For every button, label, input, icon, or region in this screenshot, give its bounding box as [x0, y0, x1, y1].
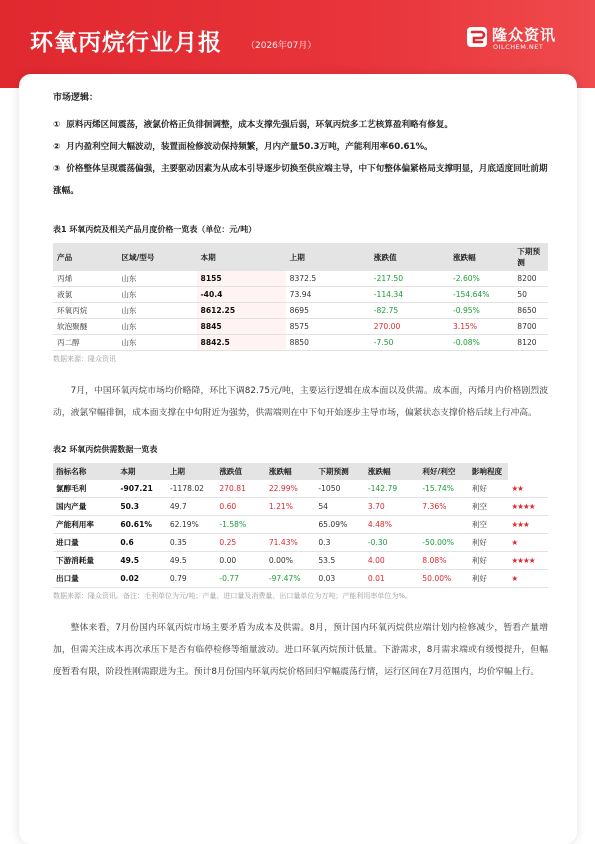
table-cell: 出口量 — [53, 570, 117, 588]
table-cell: 8695 — [286, 303, 370, 319]
table-cell: 60.61% — [117, 516, 167, 534]
supply-demand-table-header-cell: 涨跌幅 — [266, 463, 316, 480]
table-cell: 氯醇毛利 — [53, 480, 117, 498]
table-cell: 0.03 — [315, 570, 365, 588]
table-cell: -15.74% — [419, 480, 469, 498]
table-cell: 利空 — [469, 498, 509, 516]
supply-demand-table-header — [53, 463, 548, 480]
impact-stars: ★★★★ — [508, 498, 548, 516]
table-cell: 8700 — [513, 319, 548, 335]
table-cell: 7.36% — [419, 498, 469, 516]
price-table-header-cell: 涨跌值 — [370, 243, 449, 271]
table-cell: 8575 — [286, 319, 370, 335]
impact-stars: ★★★ — [508, 516, 548, 534]
table-cell: 62.19% — [167, 516, 217, 534]
table-cell: -0.77 — [216, 570, 266, 588]
table-row — [53, 335, 548, 351]
table-row — [53, 303, 548, 319]
logic-item-number: ① — [53, 120, 61, 130]
table-cell: 53.5 — [315, 552, 365, 570]
price-table-header-cell: 本期 — [197, 243, 286, 271]
table-cell — [419, 516, 469, 534]
table-cell: 1.21% — [266, 498, 316, 516]
table-cell: -40.4 — [197, 287, 286, 303]
table-row — [53, 480, 548, 498]
logic-item-text: 价格整体呈现震荡偏强，主要驱动因素为从成本引导逐步切换至供应端主导，中下旬整体偏紧格局支撑明显，月底适度回吐前期涨幅。 — [53, 164, 548, 196]
table-cell: -7.50 — [370, 335, 449, 351]
logo-english-name: OILCHEM.NET — [493, 43, 544, 51]
report-content — [53, 90, 548, 683]
price-table — [53, 243, 548, 351]
table-cell: 山东 — [117, 319, 196, 335]
logic-item-text: 月内盈利空间大幅波动，装置面检修波动保持频繁，月内产量50.3万吨，产能利用率60.61%。 — [66, 142, 433, 152]
impact-stars: ★★★★ — [508, 552, 548, 570]
table-cell: 270.81 — [216, 480, 266, 498]
table-cell: 利好 — [469, 570, 509, 588]
analysis-paragraph-1: 7月，中国环氧丙烷市场均价略降，环比下调82.75元/吨，主要运行逻辑在成本面以及供需。成本面，丙烯月内价格剧烈波动，液氯窄幅徘徊，成本面支撑在中旬附近为强势，供需端则在中下旬开始逐步主导市场，偏紧状态支撑价格后续上行冲高。 — [53, 386, 548, 418]
table-cell: -82.75 — [370, 303, 449, 319]
table-cell: 山东 — [117, 303, 196, 319]
supply-demand-table-header-cell: 涨跌值 — [216, 463, 266, 480]
supply-demand-table-header-cell: 下期预测 — [315, 463, 365, 480]
table1-source: 数据来源：隆众资讯 — [53, 355, 116, 363]
table-cell: 0.3 — [315, 534, 365, 552]
table-cell: 0.00% — [266, 552, 316, 570]
market-logic-list — [53, 114, 548, 202]
table-row — [53, 516, 548, 534]
table-cell: 产能利用率 — [53, 516, 117, 534]
market-logic-item — [53, 158, 548, 202]
table-cell: -907.21 — [117, 480, 167, 498]
supply-demand-table-header-cell: 影响程度 — [469, 463, 509, 480]
logic-item-number: ② — [53, 142, 61, 152]
table-cell: 8200 — [513, 271, 548, 287]
table-cell: -114.34 — [370, 287, 449, 303]
table-row — [53, 552, 548, 570]
table-row — [53, 287, 548, 303]
table-cell: 49.5 — [167, 552, 217, 570]
table-cell: -2.60% — [449, 271, 513, 287]
supply-demand-table-body — [53, 480, 548, 588]
table-row — [53, 319, 548, 335]
table-cell: 0.00 — [216, 552, 266, 570]
impact-stars: ★ — [508, 534, 548, 552]
supply-demand-table-header-cell: 指标名称 — [53, 463, 117, 480]
oilchem-logo-icon — [466, 26, 488, 48]
table-cell: 8.08% — [419, 552, 469, 570]
logo-chinese-name: 隆众资讯 — [492, 26, 557, 44]
table-cell: 49.5 — [117, 552, 167, 570]
table-cell: 4.00 — [365, 552, 419, 570]
table-cell: -142.79 — [365, 480, 419, 498]
supply-demand-table-header-cell: 利好/利空 — [419, 463, 469, 480]
market-logic-item — [53, 114, 548, 136]
table-cell: 0.02 — [117, 570, 167, 588]
market-logic-label: 市场逻辑： — [53, 93, 99, 103]
price-table-body — [53, 271, 548, 351]
table-cell: 0.6 — [117, 534, 167, 552]
table-cell: 利好 — [469, 480, 509, 498]
impact-stars: ★★ — [508, 480, 548, 498]
table-cell: 丙烯 — [53, 271, 117, 287]
table-cell: 利好 — [469, 552, 509, 570]
table-row — [53, 534, 548, 552]
table-row — [53, 570, 548, 588]
table-cell: -0.08% — [449, 335, 513, 351]
table-cell: 利空 — [469, 516, 509, 534]
oilchem-logo — [466, 24, 571, 54]
table-cell: 71.43% — [266, 534, 316, 552]
table-cell: -50.00% — [419, 534, 469, 552]
table2-source: 数据来源：隆众资讯。备注：毛利单位为元/吨；产量、进口量及消费量、出口量单位为万吨；产能利用率单位为%。 — [53, 592, 413, 600]
price-table-header — [53, 243, 548, 271]
table-cell: 0.79 — [167, 570, 217, 588]
report-title: 环氧丙烷行业月报 — [30, 30, 222, 56]
table-cell: 8842.5 — [197, 335, 286, 351]
table-cell: 下游消耗量 — [53, 552, 117, 570]
logic-item-text: 原料丙烯区间震荡，液氯价格正负徘徊调整，成本支撑先强后弱，环氧丙烷多工艺核算盈利略有修复。 — [66, 120, 454, 130]
table-cell: 液氯 — [53, 287, 117, 303]
table-cell: 山东 — [117, 335, 196, 351]
market-logic-item — [53, 136, 548, 158]
report-period: （2026年07月） — [246, 41, 317, 51]
table-row — [53, 271, 548, 287]
table2-caption: 表2 环氧丙烷供需数据一览表 — [53, 445, 158, 454]
table-cell: 50 — [513, 287, 548, 303]
table-cell: 65.09% — [315, 516, 365, 534]
table-cell: 49.7 — [167, 498, 217, 516]
supply-demand-table-header-cell: 本期 — [117, 463, 167, 480]
table1-caption: 表1 环氧丙烷及相关产品月度价格一览表（单位：元/吨） — [53, 225, 257, 234]
table-cell: 54 — [315, 498, 365, 516]
table-cell: -0.30 — [365, 534, 419, 552]
analysis-paragraph-2: 整体来看，7月份国内环氧丙烷市场主要矛盾为成本及供需。8月，预计国内环氧丙烷供应端计划内检修减少，暂看产量增加，但需关注成本再次承压下是否有临停检修等缩量波动。进口环氧丙烷预计低量。下游需求，8月需求端或有缓慢提升，但幅度暂看有限，阶段性刚需跟进为主。预计8月份国内环氧丙烷价格回归窄幅震荡行情，运行区间在7月范围内，均价窄幅上行。 — [53, 623, 548, 677]
table-cell: 8372.5 — [286, 271, 370, 287]
table-cell: 3.70 — [365, 498, 419, 516]
table-cell: 0.35 — [167, 534, 217, 552]
supply-demand-table-header-cell: 涨跌幅 — [365, 463, 419, 480]
table-cell: 软泡聚醚 — [53, 319, 117, 335]
table-cell: -1050 — [315, 480, 365, 498]
table-cell: -1.58% — [216, 516, 266, 534]
table-cell: 8120 — [513, 335, 548, 351]
price-table-header-cell: 区域/型号 — [117, 243, 196, 271]
logic-item-number: ③ — [53, 164, 61, 174]
table-cell: -217.50 — [370, 271, 449, 287]
table-cell: 8845 — [197, 319, 286, 335]
table-cell: 50.00% — [419, 570, 469, 588]
table-cell: 0.01 — [365, 570, 419, 588]
table-cell — [266, 516, 316, 534]
table-row — [53, 498, 548, 516]
table-cell: 50.3 — [117, 498, 167, 516]
table-cell: 国内产量 — [53, 498, 117, 516]
table-cell: 22.99% — [266, 480, 316, 498]
table-cell: 8650 — [513, 303, 548, 319]
price-table-header-cell: 下期预测 — [513, 243, 548, 271]
table-cell: 进口量 — [53, 534, 117, 552]
table-cell: 8155 — [197, 271, 286, 287]
price-table-header-cell: 产品 — [53, 243, 117, 271]
table-cell: 8850 — [286, 335, 370, 351]
table-cell: 270.00 — [370, 319, 449, 335]
table-cell: 利好 — [469, 534, 509, 552]
price-table-header-cell: 涨跌幅 — [449, 243, 513, 271]
supply-demand-table-header-cell: 上期 — [167, 463, 217, 480]
table-cell: 环氧丙烷 — [53, 303, 117, 319]
table-cell: 3.15% — [449, 319, 513, 335]
table-cell: 丙二醇 — [53, 335, 117, 351]
price-table-header-cell: 上期 — [286, 243, 370, 271]
table-cell: 8612.25 — [197, 303, 286, 319]
table-cell: -97.47% — [266, 570, 316, 588]
table-cell: 山东 — [117, 287, 196, 303]
table-cell: 73.94 — [286, 287, 370, 303]
table-cell: -1178.02 — [167, 480, 217, 498]
table-cell: 4.48% — [365, 516, 419, 534]
table-cell: 0.60 — [216, 498, 266, 516]
table-cell: 山东 — [117, 271, 196, 287]
supply-demand-table — [53, 463, 548, 588]
impact-stars: ★ — [508, 570, 548, 588]
table-cell: -154.64% — [449, 287, 513, 303]
table-cell: -0.95% — [449, 303, 513, 319]
table-cell: 0.25 — [216, 534, 266, 552]
